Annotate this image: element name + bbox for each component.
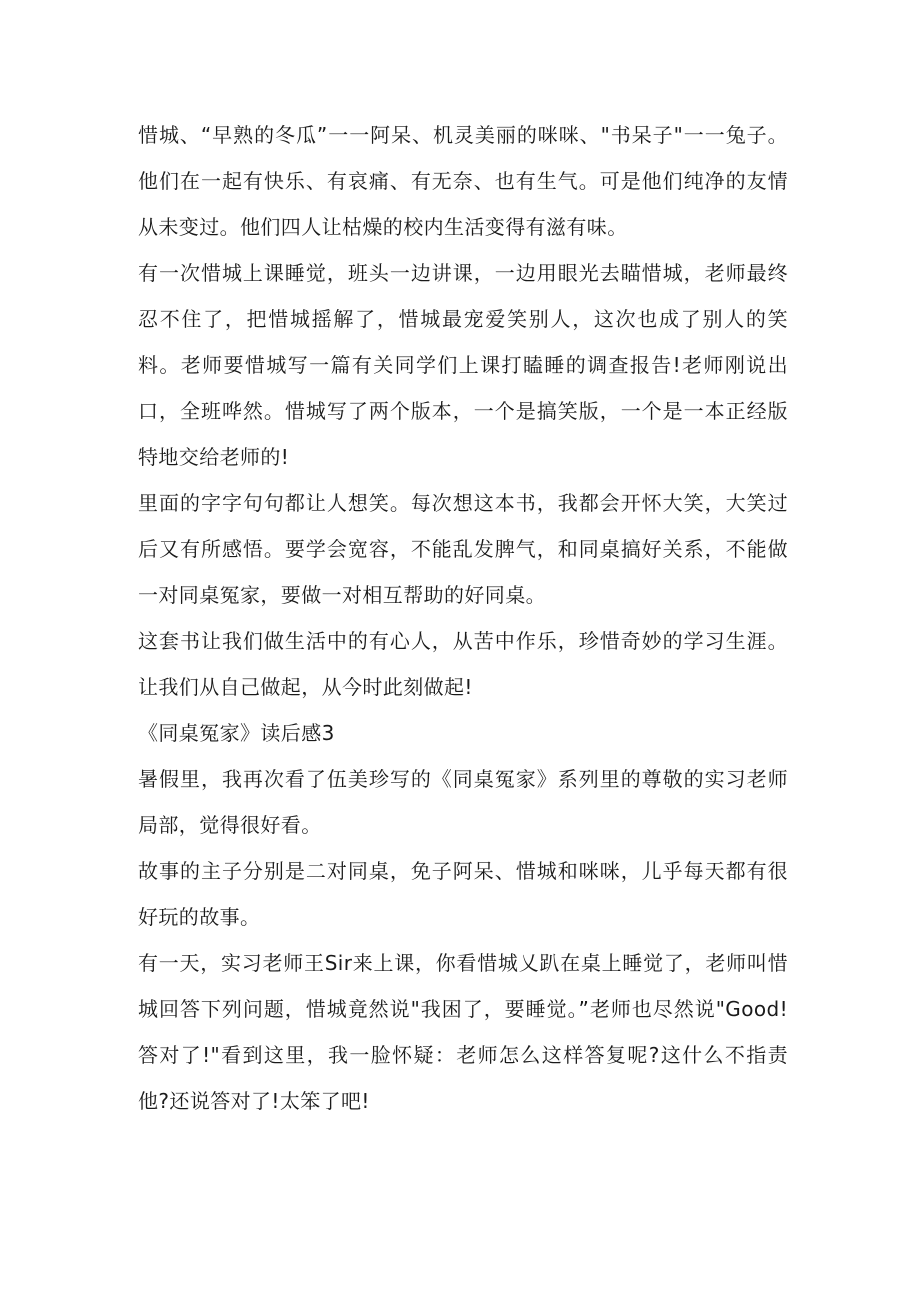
section-heading: 《同桌冤家》读后感3 xyxy=(138,721,335,745)
paragraph-3: 里面的字字句句都让人想笑。每次想这本书，我都会开怀大笑，大笑过后又有所感悟。要学会宽容，不能乱发脾气，和同桌搞好关系，不能做一对同桌冤家，要做一对相互帮助的好同桌。 xyxy=(138,491,788,607)
paragraph-6: 故事的主子分别是二对同桌，免子阿呆、惜城和咪咪，儿乎每天都有很好玩的故事。 xyxy=(138,859,788,929)
document-body xyxy=(138,112,788,1124)
paragraph-4: 这套书让我们做生活中的有心人，从苦中作乐，珍惜奇妙的学习生涯。让我们从自己做起，从今时此刻做起! xyxy=(138,629,788,699)
paragraph-5: 暑假里，我再次看了伍美珍写的《同桌冤家》系列里的尊敬的实习老师局部，觉得很好看。 xyxy=(138,767,788,837)
paragraph-2: 有一次惜城上课睡觉，班头一边讲课，一边用眼光去瞄惜城，老师最终忍不住了，把惜城摇解了，惜城最宠爱笑别人，这次也成了别人的笑料。老师要惜城写一篇有关同学们上课打瞌睡的调查报告!老师刚说出口，全班哗然。惜城写了两个版本，一个是搞笑版，一个是一本正经版特地交给老师的! xyxy=(138,261,788,469)
paragraph-1: 惜城、“早熟的冬瓜”一一阿呆、机灵美丽的咪咪、"书呆子"一一兔子。他们在一起有快乐、有哀痛、有无奈、也有生气。可是他们纯净的友情从未变过。他们四人让枯燥的校内生活变得有滋有味。 xyxy=(138,123,788,239)
paragraph-7: 有一天，实习老师王Sir来上课，你看惜城乂趴在桌上睡觉了，老师叫惜城回答下列问题，惜城竟然说"我困了，要睡觉。”老师也尽然说"Good!答对了!"看到这里，我一脸怀疑：老师怎么这样答复呢?这什么不指责他?还说答对了!太笨了吧! xyxy=(138,951,788,1113)
